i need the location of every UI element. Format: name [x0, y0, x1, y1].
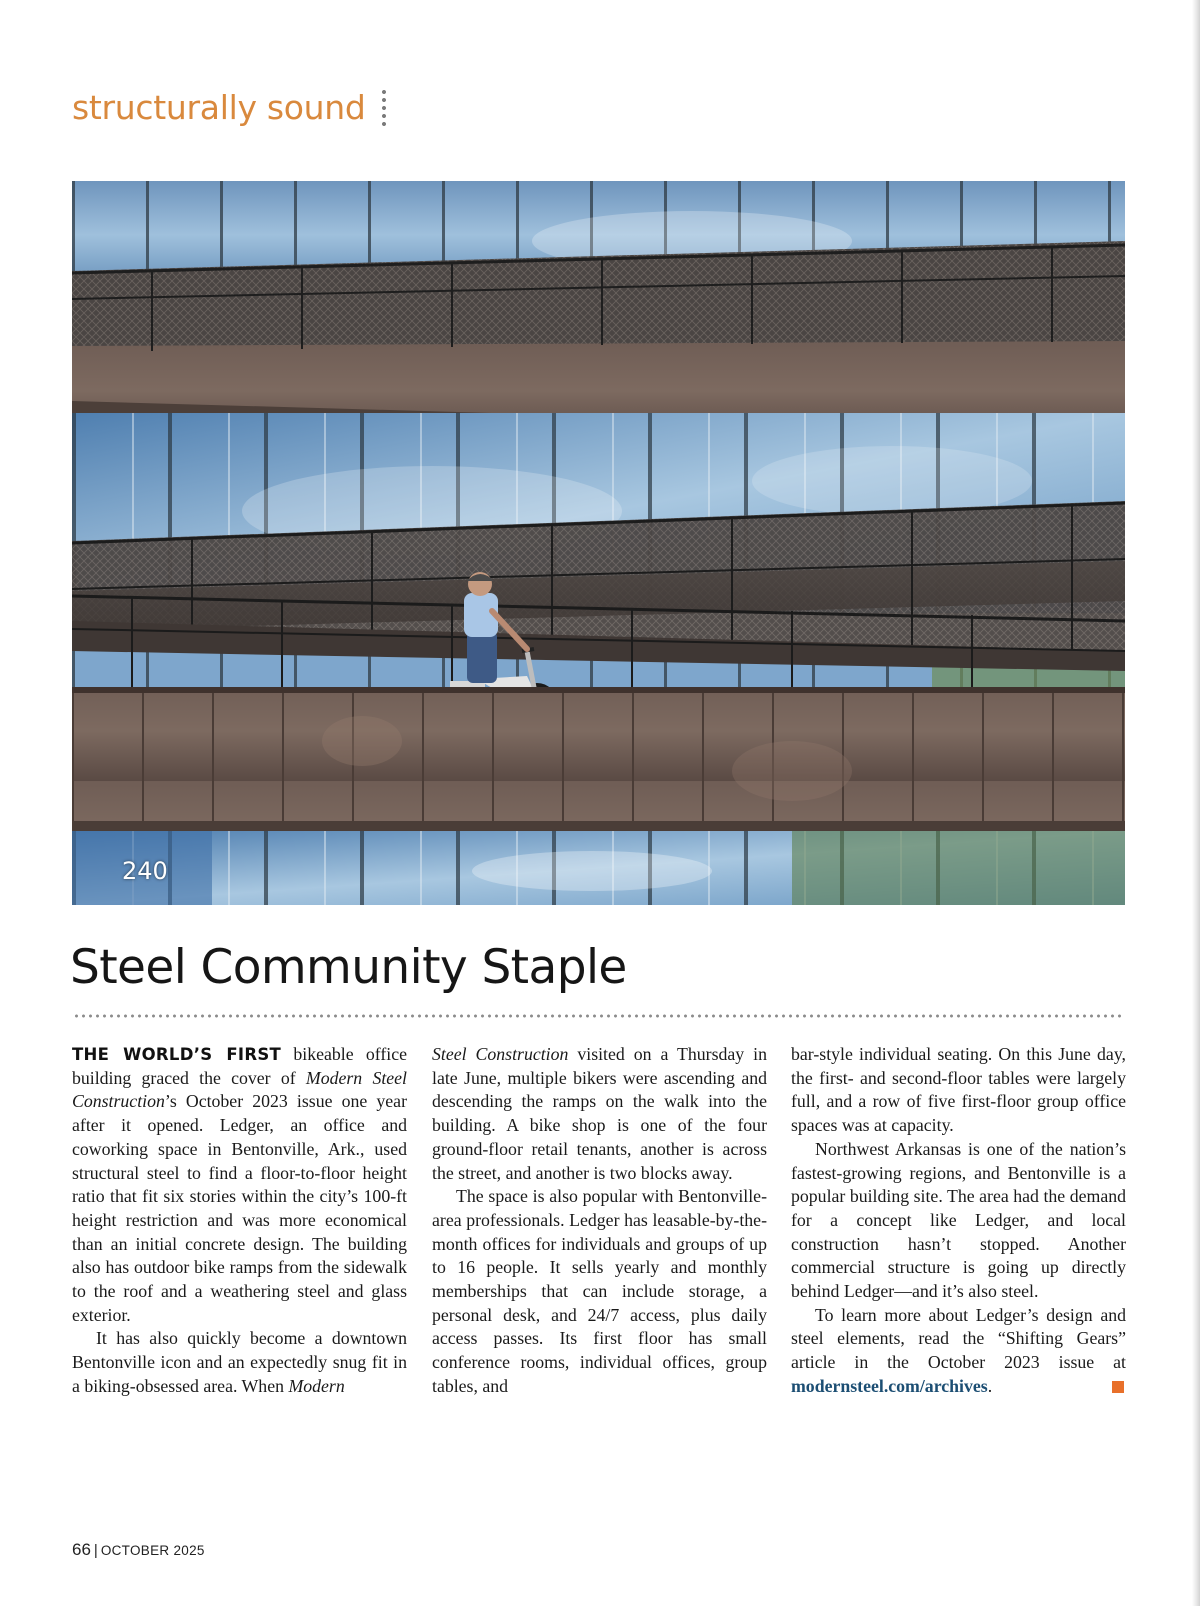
archives-link[interactable]: modernsteel.com/archives — [791, 1375, 988, 1396]
article-photo — [72, 181, 1125, 905]
article-column-3 — [791, 1043, 1126, 1399]
text-run: To learn more about Ledger’s design and steel elements, read the “Shifting Gears” article in the October 2023 issue at — [791, 1304, 1126, 1373]
lead-in: THE WORLD’S FIRST — [72, 1045, 282, 1064]
article-column-2 — [432, 1043, 767, 1399]
publication-title: Modern — [288, 1375, 345, 1396]
text-run: . — [987, 1375, 993, 1396]
paragraph — [791, 1304, 1126, 1399]
paragraph: bar-style individual seating. On this June day, the first- and second-floor tables were largely full, and a row of five first-floor group office spaces was at capacity. — [791, 1044, 1126, 1136]
paragraph: Northwest Arkansas is one of the nation’s fastest-growing regions, and Bentonville is a popular building site. The area had the demand for a concept like Ledger, and local construction hasn’t stopped. Another commercial structure is going up directly behind Ledger—and it’s also steel. — [791, 1138, 1126, 1302]
section-tag-label: structurally sound — [72, 87, 366, 127]
photo-number-overlay: 240 — [122, 857, 168, 885]
issue-date: OCTOBER 2025 — [100, 1543, 205, 1558]
end-of-article-mark — [1112, 1381, 1124, 1393]
paragraph — [72, 1327, 407, 1398]
text-run: ’s October 2023 issue one year after it opened. Ledger, an office and coworking space in Bentonville, Ark., used structural steel to find a floor-to-floor height ratio that fit six stories within the city’s 100-ft height restriction and was more economical than an initial concrete design. The building also has outdoor bike ramps from the sidewalk to the roof and a weathering steel and glass exterior. — [72, 1091, 407, 1325]
paragraph — [432, 1043, 767, 1185]
text-run: It has also quickly become a downtown Bentonville icon and an expectedly snug fit in a biking-obsessed area. When — [72, 1328, 407, 1396]
page-edge — [1192, 0, 1200, 1606]
text-run: visited on a Thursday in late June, multiple bikers were ascending and descending the ramps on the walk into the building. A bike shop is one of the four ground-floor retail tenants, another is across the street, and another is two blocks away. — [432, 1044, 767, 1183]
page-number: 66 — [72, 1540, 91, 1559]
folio-separator: | — [93, 1542, 98, 1559]
publication-title: Steel Construction — [432, 1044, 569, 1064]
page-folio — [72, 1540, 205, 1560]
text-run: bikeable office building graced the cover of — [72, 1044, 407, 1088]
vertical-dots-divider — [382, 88, 386, 126]
section-tag — [72, 88, 386, 126]
paragraph: The space is also popular with Bentonville-area professionals. Ledger has leasable-by-the-month offices for individuals and groups of up to 16 people. It sells yearly and monthly memberships that can include storage, a personal desk, and 24/7 access, plus daily access passes. Its first floor has small conference rooms, individual offices, group tables, and — [432, 1186, 767, 1396]
headline: Steel Community Staple — [70, 940, 627, 995]
ledger-building-illustration — [72, 181, 1125, 905]
paragraph — [72, 1043, 407, 1327]
dotted-rule — [73, 1014, 1125, 1018]
publication-title: Modern Steel Construction — [72, 1067, 408, 1112]
article-column-1 — [72, 1043, 407, 1399]
